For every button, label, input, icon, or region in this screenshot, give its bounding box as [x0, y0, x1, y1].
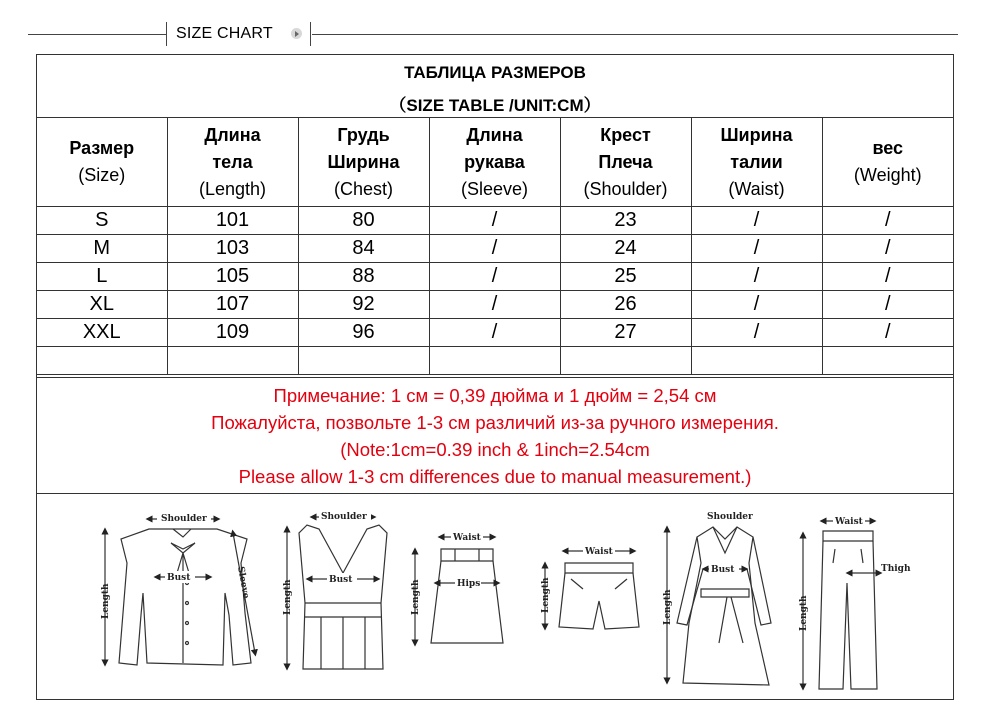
cell-sleeve [429, 347, 560, 375]
col-header-en: (Waist) [728, 178, 785, 199]
note-english-allowance: Please allow 1-3 cm differences due to manual measurement.) [238, 466, 752, 487]
col-header-shoulder [560, 118, 691, 207]
pants-length-label: Length [799, 595, 809, 631]
size-table-frame [36, 54, 954, 700]
blouse-shoulder-label: Shoulder [161, 514, 207, 524]
col-header-length [167, 118, 298, 207]
col-header-weight [822, 118, 953, 207]
shorts-diagram [545, 551, 639, 629]
note-russian-conversion: Примечание: 1 см = 0,39 дюйма и 1 дюйм = 2,54 см [273, 385, 717, 406]
shorts-length-label: Length [541, 577, 551, 613]
blouse-sleeve-label: Sleeve [235, 565, 251, 600]
col-header-ru-2: Плеча [598, 151, 653, 172]
coat-diagram [667, 517, 771, 685]
cell-size: XL [37, 291, 167, 319]
cell-waist: / [691, 291, 822, 319]
col-header-en: (Shoulder) [583, 178, 668, 199]
cell-sleeve: / [429, 291, 560, 319]
cell-shoulder: 26 [560, 291, 691, 319]
coat-shoulder-label: Shoulder [707, 512, 753, 522]
cell-waist: / [691, 263, 822, 291]
header-rule-right [312, 34, 958, 35]
col-header-sleeve [429, 118, 560, 207]
cell-length [167, 347, 298, 375]
cell-chest: 80 [298, 207, 429, 235]
cell-shoulder: 27 [560, 319, 691, 347]
col-header-ru-2: тела [212, 151, 253, 172]
col-header-ru: Размер [69, 138, 135, 158]
title-english: （SIZE TABLE /UNIT:CM） [389, 96, 601, 115]
col-header-size [37, 118, 167, 207]
cell-weight: / [822, 291, 953, 319]
cell-weight: / [822, 319, 953, 347]
col-header-en: (Length) [198, 178, 267, 199]
blouse-length-label: Length [101, 583, 111, 619]
coat-bust-label: Bust [711, 565, 735, 575]
cell-size: S [37, 207, 167, 235]
cell-sleeve: / [429, 207, 560, 235]
cell-size [37, 347, 167, 375]
cell-shoulder: 23 [560, 207, 691, 235]
title-russian: ТАБЛИЦА РАЗМЕРОВ [404, 63, 586, 82]
col-header-ru: Ширина [720, 124, 793, 145]
garment-diagrams-svg [37, 493, 953, 699]
cell-chest [298, 347, 429, 375]
pants-diagram [803, 521, 879, 689]
cell-size: L [37, 263, 167, 291]
cell-sleeve: / [429, 263, 560, 291]
col-header-chest [298, 118, 429, 207]
col-header-en: (Sleeve) [460, 178, 529, 199]
size-chart-label: SIZE CHART [176, 25, 273, 42]
col-header-ru-2: талии [730, 151, 783, 172]
shorts-waist-label: Waist [585, 547, 613, 557]
col-header-en: (Chest) [333, 178, 393, 199]
cell-weight [822, 347, 953, 375]
cell-sleeve: / [429, 319, 560, 347]
note-russian-allowance: Пожалуйста, позвольте 1-3 см различий из-за ручного измерения. [211, 412, 779, 433]
blouse-bust-label: Bust [167, 573, 191, 583]
cell-weight: / [822, 263, 953, 291]
cell-waist: / [691, 319, 822, 347]
cell-weight: / [822, 235, 953, 263]
col-header-ru-2: Ширина [327, 151, 400, 172]
top-length-label: Length [283, 579, 293, 615]
col-header-ru: Грудь [337, 124, 390, 145]
size-table [37, 118, 953, 375]
skirt-hips-label: Hips [457, 579, 481, 589]
top-shoulder-label: Shoulder [321, 512, 367, 522]
col-header-ru: Длина [466, 124, 523, 145]
pants-waist-label: Waist [835, 517, 863, 527]
coat-length-label: Length [663, 589, 673, 625]
col-header-ru: Длина [204, 124, 261, 145]
col-header-ru-2: рукава [464, 151, 525, 172]
cell-length: 109 [167, 319, 298, 347]
play-arrow-icon [291, 28, 302, 39]
cell-shoulder: 25 [560, 263, 691, 291]
measurement-diagrams [37, 493, 953, 699]
table-row [37, 263, 953, 291]
blouse-diagram [105, 519, 255, 665]
cell-waist: / [691, 235, 822, 263]
size-chart-header [28, 20, 958, 50]
header-divider-left [166, 22, 167, 46]
top-bust-label: Bust [329, 575, 353, 585]
cell-chest: 92 [298, 291, 429, 319]
cell-waist: / [691, 207, 822, 235]
cell-chest: 88 [298, 263, 429, 291]
cell-length: 105 [167, 263, 298, 291]
skirt-waist-label: Waist [453, 533, 481, 543]
col-header-ru: Крест [600, 124, 651, 145]
cell-chest: 96 [298, 319, 429, 347]
cell-weight: / [822, 207, 953, 235]
table-row [37, 235, 953, 263]
table-row-empty [37, 347, 953, 375]
cell-size: XXL [37, 319, 167, 347]
cell-waist [691, 347, 822, 375]
cell-length: 107 [167, 291, 298, 319]
skirt-diagram [415, 537, 503, 643]
table-title [37, 55, 953, 118]
cell-chest: 84 [298, 235, 429, 263]
cell-size: M [37, 235, 167, 263]
table-header-row [37, 118, 953, 207]
col-header-en: (Size) [78, 165, 126, 185]
header-rule-left [28, 34, 166, 35]
col-header-waist [691, 118, 822, 207]
cell-length: 101 [167, 207, 298, 235]
header-divider-right [310, 22, 311, 46]
table-row [37, 291, 953, 319]
col-header-ru: вес [872, 138, 904, 158]
table-row [37, 207, 953, 235]
measurement-notes [37, 377, 953, 494]
cell-length: 103 [167, 235, 298, 263]
pants-thigh-label: Thigh [881, 564, 911, 574]
cell-sleeve: / [429, 235, 560, 263]
table-row [37, 319, 953, 347]
col-header-en: (Weight) [853, 165, 922, 185]
skirt-length-label: Length [411, 579, 421, 615]
note-english-conversion: (Note:1cm=0.39 inch & 1inch=2.54cm [340, 439, 650, 460]
top-diagram [287, 517, 387, 669]
cell-shoulder: 24 [560, 235, 691, 263]
cell-shoulder [560, 347, 691, 375]
